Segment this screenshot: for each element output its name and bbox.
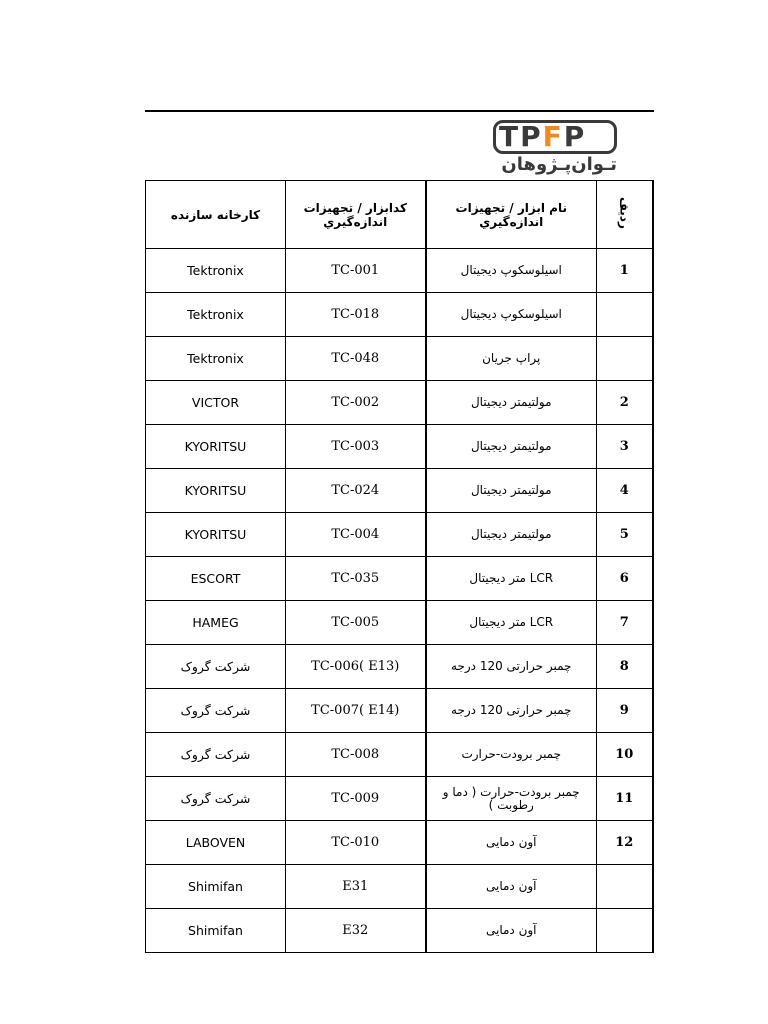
table-row — [146, 513, 653, 557]
header-tool-code: کدابزار / تجهیزات اندازه‌گیري — [286, 181, 426, 249]
cell-tool-code: TC-008 — [286, 733, 426, 777]
cell-row-number: 5 — [597, 513, 653, 557]
cell-tool-name: LCR متر دیجیتال — [426, 557, 597, 601]
table-row — [146, 557, 653, 601]
cell-tool-name: اسیلوسکوپ دیجیتال — [426, 249, 597, 293]
cell-row-number: 12 — [597, 821, 653, 865]
cell-tool-name: چمبر برودت-حرارت — [426, 733, 597, 777]
cell-tool-name: آون دمایی — [426, 821, 597, 865]
table-row — [146, 293, 653, 337]
cell-tool-code: TC-004 — [286, 513, 426, 557]
top-rule — [145, 110, 654, 112]
cell-manufacturer: HAMEG — [146, 601, 286, 645]
table-row — [146, 601, 653, 645]
logo-letter-p2: P — [563, 120, 587, 153]
table-row — [146, 733, 653, 777]
table-row — [146, 337, 653, 381]
logo-letter-p1: P — [520, 120, 543, 153]
table-row — [146, 249, 653, 293]
cell-tool-code: TC-010 — [286, 821, 426, 865]
table-row — [146, 645, 653, 689]
cell-tool-name: چمبر حرارتی 120 درجه — [426, 645, 597, 689]
table-row — [146, 381, 653, 425]
cell-row-number: 7 — [597, 601, 653, 645]
cell-tool-code: E32 — [286, 909, 426, 953]
table-row — [146, 425, 653, 469]
cell-tool-code: TC-001 — [286, 249, 426, 293]
cell-tool-name: مولتیمتر دیجیتال — [426, 469, 597, 513]
logo-persian-name: تـوان‌پـژوهان — [501, 154, 617, 175]
cell-tool-name: اسیلوسکوپ دیجیتال — [426, 293, 597, 337]
cell-tool-code: TC-048 — [286, 337, 426, 381]
cell-manufacturer: Shimifan — [146, 865, 286, 909]
cell-row-number: 10 — [597, 733, 653, 777]
cell-tool-name: آون دمایی — [426, 909, 597, 953]
table-row — [146, 777, 653, 821]
header-row-number: ردیف — [597, 181, 653, 249]
table-row — [146, 821, 653, 865]
cell-row-number — [597, 865, 653, 909]
cell-manufacturer: شرکت گروک — [146, 777, 286, 821]
cell-tool-name: آون دمایی — [426, 865, 597, 909]
cell-manufacturer: Tektronix — [146, 337, 286, 381]
cell-tool-code: TC-003 — [286, 425, 426, 469]
cell-row-number: 2 — [597, 381, 653, 425]
table-row — [146, 469, 653, 513]
cell-tool-code: TC-002 — [286, 381, 426, 425]
cell-tool-code: TC-024 — [286, 469, 426, 513]
cell-manufacturer: LABOVEN — [146, 821, 286, 865]
cell-row-number: 8 — [597, 645, 653, 689]
cell-row-number — [597, 909, 653, 953]
table-row — [146, 689, 653, 733]
cell-tool-code: E31 — [286, 865, 426, 909]
cell-tool-code: TC-007( E14) — [286, 689, 426, 733]
cell-manufacturer: KYORITSU — [146, 513, 286, 557]
cell-tool-code: TC-018 — [286, 293, 426, 337]
cell-tool-name: پراپ جریان — [426, 337, 597, 381]
cell-tool-code: TC-035 — [286, 557, 426, 601]
header-tool-name: نام ابزار / تجهیزات اندازه‌گیري — [426, 181, 597, 249]
cell-tool-code: TC-006( E13) — [286, 645, 426, 689]
equipment-table — [145, 180, 654, 953]
logo-letter-t: T — [499, 120, 521, 153]
cell-row-number: 6 — [597, 557, 653, 601]
cell-manufacturer: شرکت گروک — [146, 645, 286, 689]
cell-manufacturer: Tektronix — [146, 293, 286, 337]
cell-tool-code: TC-009 — [286, 777, 426, 821]
logo-letter-f: F — [542, 120, 564, 153]
cell-tool-name: چمبر برودت-حرارت ( دما و رطوبت ) — [426, 777, 597, 821]
cell-row-number: 11 — [597, 777, 653, 821]
cell-tool-name: LCR متر دیجیتال — [426, 601, 597, 645]
cell-row-number — [597, 293, 653, 337]
cell-tool-code: TC-005 — [286, 601, 426, 645]
cell-manufacturer: شرکت گروک — [146, 689, 286, 733]
cell-manufacturer: Tektronix — [146, 249, 286, 293]
table-row — [146, 909, 653, 953]
cell-manufacturer: KYORITSU — [146, 425, 286, 469]
cell-row-number: 9 — [597, 689, 653, 733]
cell-manufacturer: Shimifan — [146, 909, 286, 953]
cell-manufacturer: شرکت گروک — [146, 733, 286, 777]
cell-tool-name: چمبر حرارتی 120 درجه — [426, 689, 597, 733]
cell-row-number: 1 — [597, 249, 653, 293]
cell-manufacturer: KYORITSU — [146, 469, 286, 513]
cell-tool-name: مولتیمتر دیجیتال — [426, 381, 597, 425]
tpfp-logo — [493, 120, 617, 178]
cell-row-number: 3 — [597, 425, 653, 469]
cell-manufacturer: ESCORT — [146, 557, 286, 601]
cell-row-number: 4 — [597, 469, 653, 513]
cell-manufacturer: VICTOR — [146, 381, 286, 425]
table-row — [146, 865, 653, 909]
header-manufacturer: کارخانه سازنده — [146, 181, 286, 249]
table-header-row — [146, 181, 653, 249]
cell-row-number — [597, 337, 653, 381]
cell-tool-name: مولتیمتر دیجیتال — [426, 513, 597, 557]
cell-tool-name: مولتیمتر دیجیتال — [426, 425, 597, 469]
logo-letters — [499, 121, 586, 153]
